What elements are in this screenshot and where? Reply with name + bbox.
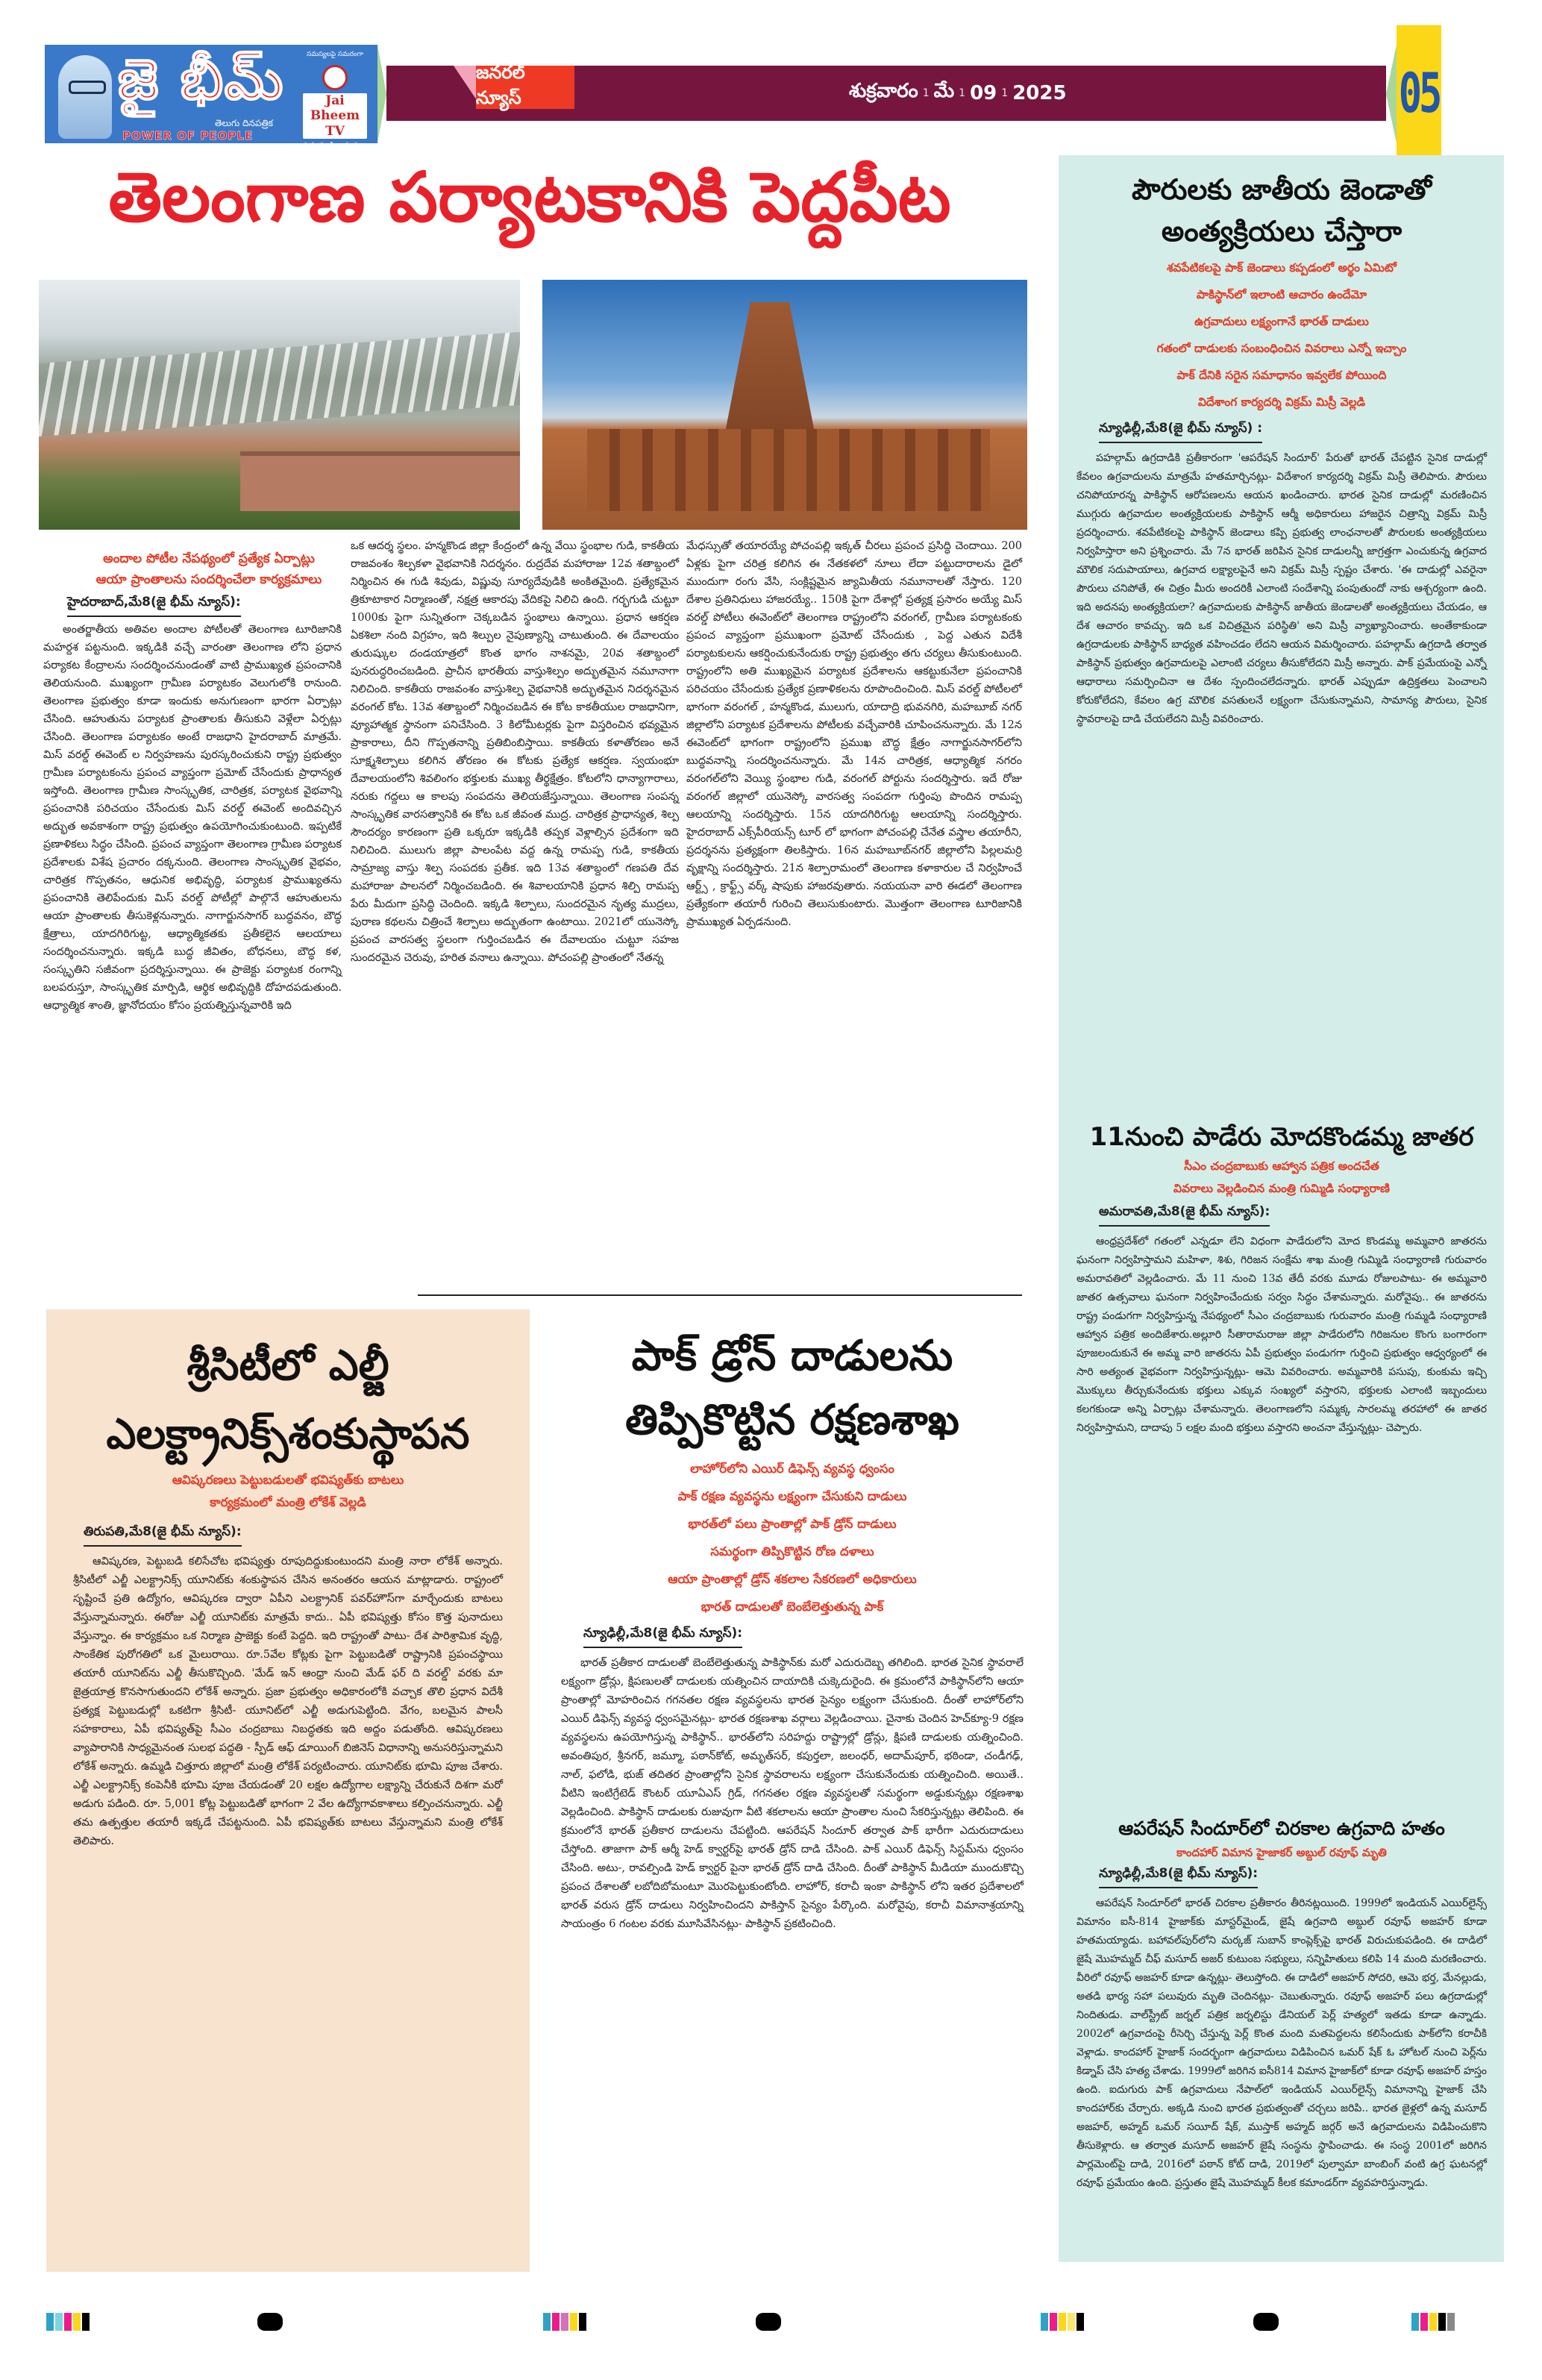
sidebar-dateline: న్యూఢిల్లీ,మే8(జై భీమ్ న్యూస్) :	[1099, 421, 1262, 443]
sidebar-dateline: న్యూఢిల్లీ,మే8(జై భీమ్ న్యూస్):	[1099, 1866, 1258, 1888]
color-bar-group	[543, 2313, 586, 2331]
date-separator: 1	[1001, 87, 1009, 99]
color-swatch	[1411, 2313, 1419, 2331]
color-swatch	[1050, 2313, 1057, 2331]
masthead	[45, 45, 1477, 149]
logo-tagline: POWER OF PEOPLE	[122, 129, 254, 143]
lead-kicker: ఆయా ప్రాంతాలను సందర్శించేలా కార్యక్రమాలు	[95, 572, 322, 587]
lead-headline: తెలంగాణ పర్యాటకానికి పెద్దపీట	[108, 157, 951, 237]
sidebar-body-text: ఆంధ్రప్రదేశ్‌లో గతంలో ఎన్నడూ లేని విధంగా పాడేరులోని మోద కొండమ్మ అమ్మవారి జాతరను ఘనంగా నిర్వహిస్తామని మహిళా, శిశు, గిరిజన సంక్షేమ శాఖ మంత్రి గుమ్మిడి సంధ్యారాణి గురువారం అమరావతిలో వెల్లడించారు. మే 11 నుంచి 13వ తేదీ వరకు మూడు రోజులపాటు- ఈ అమ్మవారి జాతర ఉత్సవాలు ఘనంగా నిర్వహించేందుకు సర్వం సిద్ధం చేశామన్నారు. మరోవైపు.. ఈ జాతరను రాష్ట్ర పండుగగా నిర్వహిస్తున్న నేపథ్యంలో సీఎం చంద్రబాబుకు గురువారం మంత్రి గుమ్మడి సంధ్యారాణి ఆహ్వాన పత్రిక అందిజేశారు.అల్లూరి సీతారామరాజు జిల్లా పాడేరులోని గిరిజనుల కొంగు బంగారంగా పూజలందుకునే ఈ అమ్మ వారి జాతరను ఏపీ ప్రభుత్వం పండుగగా గుర్తించి ప్రభుత్వం ఆధ్వర్యంలో ఈ సారి అత్యంత వైభవంగా నిర్వహిస్తున్నట్లు- ఆమె వివరించారు. అమ్మవారికి పసుపు, కుంకుమ ఇచ్చి మొక్కులు తీర్చుకునేందుకు భక్తులు ఎక్కువ సంఖ్యలో వస్తారని, భక్తులకు ఎలాంటి ఇబ్బందులు కలగకుండా అన్ని ఏర్పాట్లు చేశామన్నారు. తెలంగాణలోని సమ్మక్క సారలమ్మ తరహాలో ఈ జాతర నిర్వహిస్తామని, దాదాపు 5 లక్షల మంది భక్తులు వస్తారని అంచనా వేస్తున్నట్లు- చెప్పారు.	[1076, 1236, 1487, 1434]
color-swatch	[1429, 2313, 1437, 2331]
color-swatch	[1420, 2313, 1428, 2331]
page-number: 05	[1397, 25, 1441, 163]
tv-bottom-text: సామాన్యుడి ఆయుధంగా	[303, 141, 367, 149]
color-swatch	[552, 2313, 560, 2331]
registration-mark-icon	[1253, 2313, 1279, 2331]
sidebar-body-text: పహల్గామ్ ఉగ్రదాడికి ప్రతీకారంగా 'ఆపరేషన్ సిందూర్' పేరుతో భారత్ చేపట్టిన సైనిక దాడుల్లో కేవలం ఉగ్రవాదులను మాత్రమే హతమార్చినట్లు- విదేశాంగ కార్యదర్శి విక్రమ్ మిస్రీ తెలిపారు. పౌరులు చనిపోయారన్న పాకిస్థాన్ ఆరోపణలను ఆయన ఖండించారు. భారత సైనిక దాడుల్లో మరణించిన ముగ్గురు ఉగ్రవాదుల అంత్యక్రియలకు పాకిస్థాన్ ఆర్మీ అధికారులు హాజరైన చిత్రాన్ని విక్రమ్ మిస్రీ ప్రదర్శించారు. శవపేటికలపై పాకిస్థాన్ జెండాలు కప్పి ప్రభుత్వ లాంఛనాలతో పౌరులకు అంత్యక్రియలు నిర్వహిస్తారా అని ప్రశ్నించారు. మే 7న భారత్ జరిపిన సైనిక దాడులన్నీ జాగ్రత్తగా ఎంచుకున్న ఉగ్రవాద మౌలిక సదుపాయాలు, ఉగ్రవాద లక్ష్యాలపైనే అని విక్రమ్ మిస్రీ స్పష్టం చేశారు. 'ఈ దాడుల్లో ఎవరైనా పౌరులు చనిపోతే, ఈ చిత్రం మీరు అందరికీ ఎలాంటి సందేశాన్ని పంపుతుందో నాకు ఆశ్చర్యంగా ఉంది. ఇది అదనపు అంత్యక్రియలా? ఉగ్రవాదులకు పాకిస్థాన్ జాతీయ జెండాలతో అంత్యక్రియలు చేయడం, ఆ దేశ ఆచారం కావచ్చు. ఇది ఒక విచిత్రమైన పరిస్థితి' అని మిస్రీ వ్యాఖ్యానించారు. అంతేకాకుండా ఉగ్రదాడులకు పాకిస్థాన్ బాధ్యత వహించడం లేదని ఆయన విమర్శించారు. పహల్గామ్ ఉగ్రదాడి తర్వాత పాకిస్థాన్ ప్రభుత్వం ఉగ్రవాదులపై ఎలాంటి చర్యలు తీసుకోలేదని మిస్రీ అన్నారు. పాక్ ప్రమేయంపై ఎన్నో ఆధారాలు సమర్పించినా ఆ దేశం స్పందించలేదన్నారు. భారత్ ఎప్పుడూ ఉద్రిక్తతలు పెంచాలని కోరుకోలేదని, కేవలం ఉగ్ర మౌలిక వసతులనే లక్ష్యంగా చేసుకున్నామని, సామాన్య పౌరులు, సైనిక స్థావరాలపై దాడి చేయలేదని మిస్రీ వివరించారు.	[1076, 452, 1487, 725]
logo-title: జై భీమ్	[118, 48, 285, 112]
color-bar-group	[1041, 2313, 1084, 2331]
lead-body-text: అంతర్జాతీయ అతివల అందాల పోటీలతో తెలంగాణ టూరిజానికి మహర్దశ పట్టనుంది. ఇక్కడికి వచ్చే వారంతా తెలంగాణ లోని ప్రధాన పర్యాకట కేంద్రాలను సందర్శించనుండంతో వాటి ప్రాముఖ్యత ప్రపంచానికి తెలియనుంది. ముఖ్యంగా గ్రామీణ పర్యాటకం వెలుగులోకి రానుంది. తెలంగాణ ప్రభుత్వం కూడా ఇందుకు అనుగుణంగా భారగా ఏర్పాట్లు చేసింది. ఆహుతును పర్యాటక ప్రాంతాలకు తీసుకుని వెళ్లేలా ఏర్పట్లు చేసింది. తెలంగాణ పర్యాటకం అంటే రాజధాని హైదరాబాద్ మాత్రమే. మిస్ వరల్డ్ ఈవెంట్ ల నిర్వహణను పురస్కరించుకుని రాష్ట్ర ప్రభుత్వం గ్రామీణ పర్యాటకంను ప్రపంచ వ్యాప్తంగా ప్రమోట్ చేసేందుకు ప్రాధాన్యత ఇస్తోంది. తెలంగాణ గ్రామీణ సాంస్కృతిక, చారిత్రక, పర్యాటక వైభవాన్ని ప్రపంచానికి పరిచయం చేసేందుకు మిస్ వరల్డ్ ఈవెంట్ అందివచ్చిన అద్భుత అవకాశంగా రాష్ట్ర ప్రభుత్వం ఉపయోగించుకుంటుంది. ఇప్పటికే ప్రణాళికలు సిద్ధం చేసింది. ప్రపంచ వ్యాప్తంగా తెలంగాణ గ్రామీణ పర్యాటక ప్రదేశాలకు విశేష ప్రచారం దక్కనుంది. తెలంగాణ సాంస్కృతిక వైభవం, చారిత్రక గొప్పతనం, ఆధునిక అభివృద్ధి, పర్యాటక ప్రాముఖ్యతను ప్రపంచానికి తెలిపేందుకు మిస్ వరల్డ్ పోటీల్లో పాల్గొనే ఆహుతులను ఆయా ప్రాంతాలకు తీసుకెళ్లనున్నారు. నాగార్జునసాగర్ బుద్ధవనం, బౌద్ధ క్షేత్రాలు, యాదగిరిగుట్ట, ఆధ్యాత్మికతకు ప్రతీకలైన ఆలయాలు సందర్శించనున్నారు. ఇక్కడి బుద్ధ జీవితం, బోధనలు, బౌద్ధ కళ, సంస్కృతిని సజీవంగా ప్రదర్శిస్తున్నాయి. ఈ ప్రాజెక్టు పర్యాటక రంగాన్ని బలపరుస్తూ, సాంస్కృతిక మార్పిడి, ఆర్థిక అభివృద్ధికి దోహదపడుతుంది. ఆధ్యాత్మిక శాంతి, జ్ఞానోదయం కోసం ప్రయత్నిస్తున్నవారికి ఇది	[43, 624, 342, 1012]
tv-emblem-icon	[322, 65, 348, 90]
box-story-headline: శ్రీసిటీలో ఎల్జీ ఎలక్ట్రానిక్స్‌శంకుస్థాపన	[106, 1341, 470, 1459]
color-swatch	[82, 2313, 90, 2331]
sidebar-kicker: గతంలో దాడులకు సంబంధించిన వివరాలు ఎన్నో ఇచ్చాం	[1156, 342, 1407, 355]
lead-body-text: మేధస్సుతో తయారయ్యే పోచంపల్లి ఇక్కత్ చీరలు ప్రపంచ ప్రసిద్ధి చెందాయి. 200 ఏళ్లకు పైగా చరిత్ర కలిగిన ఈ నేతకళలో నూలు లేదా పట్టుదారాలను డైలో ముందుగా రంగు వేసి, సంక్లిష్టమైన జ్యామితీయ నమూనాలతో నేస్తారు. 120 దేశాల ప్రతినిధులు హాజరయ్యే.. 150కి పైగా దేశాల్లో ప్రత్యక్ష ప్రసారం అయ్యే మిస్ వరల్డ్ పోటీలు ఈవెంట్‌లో తెలంగాణ రాష్ట్రంలోని వరంగల్, గ్రామీణ పర్యాటకంకు ప్రపంచ వ్యాప్తంగా ప్రముఖంగా ప్రమోట్ చేసేందుకు , పెద్ద ఎతున విదేశీ పర్యాటకులను ఆకర్షించుకునేందుకు రాష్ట్ర ప్రభుత్వం తగు చర్యలు తీసుకుంటుంది. రాష్ట్రంలోని అతి ముఖ్యమైన పర్యాటక ప్రదేశాలను ఆకట్టుకునేలా ప్రపంచానికి పరిచయం చేసేందుకు ప్రత్యేక ప్రణాళికలను రూపొందించింది. మిస్ వరల్డ్ పోటీలలో భాగంగా వరంగల్ , హన్మకొండ, ములుగు, యాదాద్రి భువనగిరి, మహబూబ్ నగర్ జిల్లాలోని పర్యాటక ప్రదేశాలను పోటీలకు వచ్చేవారికి చూపించనున్నారు. మే 12న ఈవెంట్‌లో భాగంగా రాష్ట్రంలోని ప్రముఖ బౌద్ధ క్షేత్రం నాగార్జునసాగర్‌లోని బుద్ధవనాన్ని సందర్శించనున్నారు. మే 14న చారిత్రక, ఆధ్యాత్మిక నగరం వరంగల్‌లోని వెయ్యి స్థంభాల గుడి, వరంగల్ పోర్టును సందర్శిస్తారు. ఇదే రోజు వరంగల్ జిల్లాలో యునెస్కో వారసత్వ సంపదగా గుర్తింపు పొందిన రామప్ప ఆలయాన్ని సందర్శిస్తారు. 15న యాదగిరిగుట్ట ఆలయాన్ని సందర్శిస్తారు. హైదరాబాద్ ఎక్స్‌పీరియన్స్ టూర్ లో భాగంగా పోచంపల్లి చేనేత వస్త్రాల తయారీని, ప్రదర్శనను ప్రత్యక్షంగా తిలకిస్తారు. 16న మహబూబ్‌నగర్ జిల్లాలోని పిల్లలమర్రి వృక్షాన్ని సందర్శిస్తారు. 21న శిల్పారామంలో తెలంగాణ కళాకారుల చే నిర్వహించే ఆర్ట్స్ , క్రాఫ్ట్స్ వర్క్ షాపుకు హాజరవుతారు. నయయనా వారి ఈడలో తెలంగాణ ప్రత్యేకంగా తయారీ గురించి తెలుసుకుంటారు. మొత్తంగా తెలంగాణ టూరిజానికి ప్రాముఖ్యత ఏర్పడనుంది.	[686, 540, 1022, 928]
color-swatch	[579, 2313, 586, 2331]
color-bar-group	[46, 2313, 90, 2331]
registration-mark-icon	[756, 2313, 781, 2331]
sidebar-story-headline: పౌరులకు జాతీయ జెండాతో అంత్యక్రియలు చేస్తారా	[1132, 173, 1432, 248]
mid-story-drone-attacks	[561, 1309, 1024, 1934]
date-separator: 1	[922, 87, 930, 99]
date-year: 2025	[1012, 82, 1067, 104]
newspaper-logo[interactable]	[45, 45, 377, 149]
portrait-image	[58, 55, 112, 139]
color-bar-group	[1411, 2313, 1455, 2331]
mid-story-kicker: పాక్ రక్షణ వ్యవస్థను లక్ష్యంగా చేసుకుని దాడులు	[677, 1489, 907, 1503]
mid-story-kicker: భారత్‌లో పలు ప్రాంతాల్లో పాక్ డ్రోన్ దాడులు	[688, 1517, 897, 1531]
lead-column-2	[351, 537, 679, 967]
mid-story-dateline: న్యూఢిల్లీ,మే8(జై భీమ్ న్యూస్):	[583, 1626, 742, 1648]
mid-story-kicker: భారత్ దాడులతో బెంబేలెత్తుతున్న పాక్	[701, 1600, 884, 1614]
logo-subtitle: తెలుగు దినపత్రిక	[215, 118, 274, 128]
sidebar-kicker: పాకిస్థాన్‌లో ఇలాంటి ఆచారం ఉందేమో	[1196, 288, 1367, 301]
sidebar	[1059, 155, 1504, 2262]
color-swatch	[1076, 2313, 1084, 2331]
sidebar-story-headline: ఆపరేషన్ సిందూర్‌లో చిరకాల ఉగ్రవాది హతం	[1118, 1817, 1445, 1839]
section-label: జనరల్ న్యూస్	[476, 66, 574, 109]
tv-badge	[298, 51, 372, 150]
box-story-kicker: కార్యక్రమంలో మంత్రి లోకేశ్ వెల్లడి	[210, 1495, 366, 1509]
lead-column-1	[43, 621, 342, 1015]
tv-brand: Jai Bheem TV	[303, 93, 367, 139]
section-divider	[418, 1294, 1022, 1296]
registration-mark-icon	[257, 2313, 283, 2331]
sidebar-kicker: పాక్ దేనికి సరైన సమాధానం ఇవ్వలేక పోయింది	[1176, 369, 1387, 382]
sidebar-kicker: సీఎం చంద్రబాబుకు ఆహ్వాన పత్రిక అందచేత	[1184, 1159, 1379, 1173]
issue-date	[849, 66, 1067, 121]
sidebar-kicker: ఉగ్రవాదులు లక్ష్యంగానే భారత్ దాడులు	[1194, 315, 1369, 328]
color-swatch	[55, 2313, 63, 2331]
logo-tail-decoration	[377, 45, 386, 143]
date-separator: 1	[959, 87, 966, 99]
lead-column-3	[686, 537, 1022, 931]
color-swatch	[73, 2313, 81, 2331]
page-number-tail-decoration	[1386, 45, 1397, 143]
color-swatch	[570, 2313, 577, 2331]
sidebar-kicker: విదేశాంగ కార్యదర్శి విక్రమ్ మిస్రీ వెల్లడి	[1197, 395, 1366, 409]
color-swatch	[561, 2313, 568, 2331]
lead-body-text: ఒక ఆదర్శ స్థలం. హన్మకొండ జిల్లా కేంద్రంలో ఉన్న వేయి స్థంభాల గుడి, కాకతీయ రాజవంశం శిల్పకళా వైభవానికి నిదర్శనం. రుద్రదేవ మహారాజు 12వ శతాబ్దంలో నిర్మించిన ఈ గుడి శివుడు, విష్ణువు సూర్యదేవుడికి అంకితమైంది. ప్రత్యేకమైన త్రికూటాకార నిర్మాణంతో, నక్షత్ర ఆకారపు వేదికపై నిలిచి ఉంది. గర్భగుడి చుట్టూ 1000కు పైగా సున్నితంగా చెక్కబడిన స్థంభాలు ఉన్నాయి. ప్రధాన ఆకర్షణ ఏకశిలా నంది విగ్రహం, ఇది శిల్పుల నైపుణ్యాన్ని చాటుతుంది. ఈ దేవాలయం తురుష్కుల దండయాత్రలో కొంత భాగం నాశనమై, 20వ శతాబ్దంలో పునరుద్ధరించబడింది. ప్రాచీన భారతీయ వాస్తుశిల్పం అద్భుతమైన నమూనాగా నిలిచింది. కాకతీయ రాజవంశం వాస్తుశిల్ప వైభవానికి అద్భుతమైన నిదర్శనమైన వరంగల్ కోట. 13వ శతాబ్దంలో నిర్మించబడిన ఈ కోట కాకతీయుల రాజధానిగా, వ్యూహాత్మక స్థానంగా పనిచేసింది. 3 కిలోమీటర్లకు పైగా విస్తరించిన భవ్యమైన ప్రాకారాలు, దీని గొప్పతనాన్ని ప్రతిబింబిస్తాయి. కాకతీయ కళాతోరణం అనే సూక్ష్మశిల్పాలు కలిగిన తోరణం ఈ కోటకు ప్రత్యేక ఆకర్షణ. స్వయంభూ దేవాలయంలోని శివలింగం భక్తులకు ముఖ్య తీర్థక్షేత్రం. కోటలోని ధాన్యాగారాలు, నరుకు గద్దలు ఆ కాలపు సంపదను తెలియజేస్తున్నాయి. తెలంగాణ సంపన్న సాంస్కృతిక వారసత్వానికి ఈ కోట ఒక జీవంత ముద్ర. చారిత్రక ప్రాధాన్యత, శిల్ప సౌందర్యం కారణంగా ప్రతి ఒక్కరూ ఇక్కడికి తప్పక వెళ్లాల్సిన ప్రదేశంగా ఇది నిలిచింది. ములుగు జిల్లా పాలంపేట వద్ద ఉన్న రామప్ప గుడి, కాకతీయ సామ్రాజ్య వాస్తు శిల్ప సంపదకు ప్రతీక. ఇది 13వ శతాబ్దంలో గణపతి దేవ మహారాజు పాలనలో నిర్మించబడింది. ఈ శివాలయానికి ప్రధాన శిల్పి రామప్ప పేరు మీదుగా ప్రసిద్ధి చెందింది. ఇక్కడి శిల్పాలు, సుందరమైన నృత్య ముద్రలు, పురాణ కథలను చిత్రించే శిల్పాలు అద్భుతంగా ఉంటాయి. 2021లో యునెస్కో ప్రపంచ వారసత్వ స్థలంగా గుర్తించబడిన ఈ దేవాలయం చుట్టూ సహజ సుందరమైన చెరువు, హరిత వనాలు ఉన్నాయి. పోచంపల్లి ప్రాంతంలో నేతన్న	[351, 540, 679, 964]
box-story-body-text: ఆవిష్కరణ, పెట్టుబడి కలిసేచోట భవిష్యత్తు రూపుదిద్దుకుంటుందని మంత్రి నారా లోకేశ్ అన్నారు. శ్రీసిటీలో ఎల్జీ ఎలక్ట్రానిక్స్ యూనిట్‌కు శంకుస్థాపన చేసిన అనంతరం ఆయన మాట్లాడారు. రాష్ట్రంలో సృష్టించే ప్రతి ఉద్యోగం, ఆవిష్కరణ ద్వారా ఏపీని ఎలక్ట్రానిక్ పవర్‌హౌస్‌గా మార్చేందుకు బాటలు వేస్తున్నామన్నారు. ఈరోజు ఎల్జీ యూనిట్‌కు మాత్రమే కాదు.. ఏపీ భవిష్యత్తు కోసం కొత్త పునాదులు వేస్తున్నాం. ఈ కార్యక్రమం ఒక నిర్మాణ ప్రాజెక్టు కంటే పెద్దది. ఇది రాష్ట్రంతో పాటు- దేశ పారిశ్రామిక వృద్ధి, సాంకేతిక పురోగతిలో ఒక మైలురాయి. రూ.5వేల కోట్లకు పైగా పెట్టుబడితో రాష్ట్రానికి ప్రపంచస్థాయి తయారీ యూనిట్‌ను ఎల్జీ తీసుకొచ్చింది. 'మేడ్ ఇన్ ఆంధ్రా నుంచి మేడ్ ఫర్ ది వరల్డ్' వరకు మా జైత్రయాత్ర కొనసాగుతుందని లోకేశ్ అన్నారు. ప్రజా ప్రభుత్వం అధికారంలోకి వచ్చాక తొలి ప్రధాన విదేశీ ప్రత్యక్ష పెట్టుబడుల్లో ఒకటిగా శ్రీసిటీ- యూనిట్‌లో ఎల్జీ అడుగుపెట్టింది. వేగం, బలమైన పాలసీ సహకారాలు, ఏపీ భవిష్యత్‌పై సీఎం చంద్రబాబు నిబద్ధతకు ఇది అద్దం పడుతోంది. ఆవిష్కరణలు వ్యాపారానికి సాధ్యమైనంత సులభ పద్ధతి - స్పీడ్ ఆఫ్ డూయింగ్ బిజినెస్ విధానాన్ని అనుసరిస్తున్నామని లోకేశ్ అన్నారు. ఉమ్మడి చిత్తూరు జిల్లాలో మంత్రి లోకేశ్ పర్యటించారు. యూనిట్‌కు భూమి పూజ చేశారు. ఎల్జీ ఎలక్ట్రానిక్స్ కంపెనీకి భూమి పూజ చేయడంతో 20 లక్షల ఉద్యోగాల లక్ష్యాన్ని చేరుకునే దిశగా మరో అడుగు పడింది. రూ. 5,001 కోట్ల పెట్టుబడితో భాగంగా 2 వేల ఉద్యోగావకాశాలు కల్పించనున్నారు. ఎల్జీ తమ ఉత్పత్తుల తయారీ ఇక్కడే చేపట్టనుంది. ఏపీ భవిష్యత్‌కు బాటలు వేస్తున్నామని మంత్రి లోకేశ్ తెలిపారు.	[73, 1556, 503, 1847]
mid-story-headline: పాక్ డ్రోన్ దాడులను తిప్పికొట్టిన రక్షణశాఖ	[625, 1332, 959, 1444]
mid-story-body-text: భారత్ ప్రతీకార దాడులతో బెంబేలెత్తుతున్న పాకిస్థాన్‌కు మరో ఎదురుదెబ్బ తగిలింది. భారత సైనిక స్థావరాలే లక్ష్యంగా డ్రోన్లు, క్షిపణులతో దాడులకు యత్నించిన దాయాదికి చుక్కెదురైంది. ఈ క్రమంలోనే పాకిస్థాన్‌లోని ఆయా ప్రాంతాల్లో మోహరించిన గగనతల రక్షణ వ్యవస్థలను భారత సైన్యం లక్ష్యంగా చేసుకుంది. దీంతో లాహోర్‌లోని ఎయిర్ డిఫెన్స్ వ్యవస్థ ధ్వంసమైనట్లు- భారత రక్షణశాఖ వర్గాలు వెల్లడించాయి. చైనాకు చెందిన హెచ్‌క్యూ-9 రక్షణ వ్యవస్థలను ఉపయోగిస్తున్న పాకిస్థాన్.. భారత్‌లోని సరిహద్దు రాష్ట్రాల్లో డ్రోన్లు, క్షిపణి దాడులకు యత్నించింది. అవంతిపుర, శ్రీనగర్, జమ్మూ, పఠాన్‌కోట్, అమృత్‌సర్, కపుర్తలా, జలంధర్, అదామ్‌పూర్, భఠిండా, చండీగఢ్, నాల్, ఫలోడి, భుజ్ తదితర ప్రాంతాల్లోని సైనిక స్థావరాలను లక్ష్యంగా చేసుకునేందుకు యత్నించింది. అయితే.. వీటిని ఇంటిగ్రేటెడ్ కౌంటర్ యూఏఎస్ గ్రిడ్, గగనతల రక్షణ వ్యవస్థలతో సమర్థంగా అడ్డుకున్నట్లు రక్షణశాఖ వెల్లడించింది. పాకిస్థాన్ దాడులకు రుజువుగా వీటి శకలాలను ఆయా ప్రాంతాల నుంచి సేకరిస్తున్నట్లు తెలిపింది. ఈ క్రమంలోనే భారత్ ప్రతీకార దాడులను చేపట్టింది. ఆపరేషన్ సిందూర్ తర్వాత పాక్ భారీగా ఎదురుదాడులు చేస్తోంది. తాజాగా పాక్ ఆర్మీ హెడ్ క్వార్టర్‌పై భారత్ డ్రోన్ దాడి చేసింది. పాక్ ఎయిర్ డిఫెన్స్ సిస్టమ్‌ను ధ్వంసం చేసింది. అటు-, రావల్పిండి హెడ్ క్వార్టర్ పైనా భారత్ డ్రోన్ దాడి చేసింది. దీంతో పాకిస్థాన్ మీడియా ముందుకొచ్చి ప్రపంచ దేశాలతో లబోదిబోమంటూ మొరపెట్టుకుంటోంది. లాహోర్, కరాచీ ఇంకా పాకిస్థాన్ లోని ఇతర ప్రదేశాలలో భారత్ వరుస డ్రోన్ దాడులు నిర్వహించిందని పాకిస్తాన్ సైన్యం పేర్కొంది. మరోవైపు, కరాచీ విమానాశ్రయాన్ని సాయంత్రం 6 గంటల వరకు మూసివేసినట్లు- పాకిస్థాన్ ప్రకటించింది.	[561, 1657, 1024, 1930]
mid-story-kicker: లాహోర్‌లోని ఎయిర్ డిఫెన్స్ వ్యవస్థ ధ్వంసం	[690, 1462, 894, 1476]
box-story-dateline: తిరుపతి,మే8(జై భీమ్ న్యూస్):	[84, 1524, 242, 1547]
sidebar-kicker: కాందహార్ విమాన హైజాకర్ అబ్దుల్ రవూఫ్ మృతి	[1176, 1846, 1387, 1859]
sidebar-story-flag-funeral	[1076, 169, 1487, 729]
temple-photo[interactable]	[542, 280, 1027, 530]
dam-photo[interactable]	[39, 280, 520, 530]
print-registration-marks	[0, 2313, 1542, 2335]
tv-top-text: సమస్యలపై సమరంగా	[307, 51, 363, 58]
sidebar-kicker: శవపేటికలపై పాక్ జెండాలు కప్పడంలో అర్థం ఏమిటో	[1167, 261, 1397, 275]
sidebar-story-operation-sindoor	[1076, 1815, 1487, 2193]
color-swatch	[64, 2313, 72, 2331]
sidebar-story-jatara	[1076, 1119, 1487, 1438]
color-swatch	[1438, 2313, 1446, 2331]
sidebar-dateline: అమరావతి,మే8(జై భీమ్ న్యూస్):	[1099, 1204, 1270, 1227]
sidebar-kicker: వివరాలు వెల్లడించిన మంత్రి గుమ్మిడి సంధ్యారాణి	[1173, 1182, 1390, 1195]
header-band	[386, 62, 1386, 121]
sidebar-body-text: ఆపరేషన్ సిందూర్‌లో భారత్ చిరకాల ప్రతీకారం తీరినట్లయింది. 1999లో ఇండియన్ ఎయిర్‌లైన్స్ విమానం ఐసీ-814 హైజాక్‌కు మాస్టర్‌మైండ్, జైషే ఉగ్రవాది అబ్దుల్ రవూఫ్ అజహర్ కూడా హతమయ్యాడు. బహావల్‌పుర్‌లోని మర్కజ్ సుబాన్ కాంప్లెక్స్‌పై భారత్ విరుచుకుపడింది. ఈ దాడిలో జైషే మొహమ్మద్ చీఫ్ మసూద్ అజర్ కుటుంబ సభ్యులు, సన్నిహితులు కలిపి 14 మంది మరణించారు. వీరిలో రవూఫ్ అజహర్ కూడా ఉన్నట్లు- తెలుస్తోంది. ఈ దాడిలో అజహర్ సోదరి, ఆమె భర్త, మేనల్లుడు, అతడి భార్య సహా పలువురు మృతి చెందినట్లు- చెబుతున్నారు. రవూఫ్ అజహర్ పలు ఉగ్రదాడుల్లో నిందితుడు. వాల్‌స్ట్రీట్ జర్నల్ పత్రిక జర్నలిస్టు డేనియల్ పెర్ల్ హత్యలో ఇతడు కూడా ఉన్నాడు. 2002లో ఉగ్రవాదంపై రీసెర్చి చేస్తున్న పెర్ల్ కొంత మంది మతపెద్దలను కలిసేందుకు పాక్‌లోని కరాచీకి వెళ్లాడు. కాందహార్ హైజాక్ సందర్భంగా ఉగ్రవాదులు విడిపించిన ఒమర్ షేక్ ఓ హోటల్ నుంచి పెర్ల్‌ను కిడ్నాప్ చేసి హత్య చేశాడు. 1999లో జరిగిన ఐసీ814 విమాన హైజాక్‌లో కూడా రవూఫ్ అజహర్ హస్తం ఉంది. ఐదుగురు పాక్ ఉగ్రవాదులు నేపాల్‌లో ఇండియన్ ఎయిర్‌లైన్స్ విమానాన్ని హైజాక్ చేసి కాందహార్‌కు చేర్చారు. అక్కడి నుంచి భారత ప్రభుత్వంతో చర్చలు జరిపి.. భారత జైళ్లలో ఉన్న మసూద్ అజహర్, అహ్మద్ ఒమర్ సయీద్ షేక్, ముస్తాక్ అహ్మద్ జర్గర్ అనే ఉగ్రవాదులను విడిపించుకొని తీసుకెళ్లారు. ఆ తర్వాత మసూద్ అజహర్ జైషే సంస్థను స్థాపించాడు. ఈ సంస్థ 2001లో జరిగిన పార్లమెంట్‌పై దాడి, 2016లో పఠాన్ కోట్ దాడి, 2019లో పుల్వామా బాంబింగ్ వంటి ఉగ్ర ఘటనల్లో రవూఫ్ ప్రమేయం ఉంది. ప్రస్తుతం జైషే మొహమ్మద్ కీలక కమాండర్‌గా వ్యవహరిస్తున్నాడు.	[1076, 1897, 1487, 2189]
mid-story-kicker: సమర్థంగా తిప్పికొట్టిన రోణ దళాలు	[710, 1544, 874, 1559]
color-swatch	[1068, 2313, 1075, 2331]
mid-story-kicker: ఆయా ప్రాంతాల్లో డ్రోన్ శకలాల సేకరణలో అధికారులు	[668, 1572, 917, 1586]
date-weekday: శుక్రవారం	[849, 80, 918, 102]
sidebar-story-headline: 11నుంచి పాడేరు మోదకొండమ్మ జాతర	[1089, 1122, 1474, 1152]
powerhouse-building	[240, 451, 520, 511]
dam-spillway	[39, 332, 520, 436]
temple-base	[587, 429, 990, 511]
color-swatch	[46, 2313, 54, 2331]
color-swatch	[1059, 2313, 1066, 2331]
box-story-kicker: ఆవిష్కరణలు పెట్టుబడులతో భవిష్యత్‌కు బాటలు	[172, 1473, 404, 1487]
color-swatch	[1447, 2313, 1455, 2331]
lead-kicker: అందాల పోటీల నేపథ్యంలో ప్రత్యేక ఏర్పాట్లు	[103, 551, 315, 566]
color-swatch	[1041, 2313, 1048, 2331]
box-story-lg-electronics	[46, 1309, 530, 2272]
color-swatch	[543, 2313, 551, 2331]
lead-kickers	[67, 548, 351, 623]
date-day: 09	[970, 82, 997, 104]
lead-dateline: హైదరాబాద్,మే8(జై భీమ్ న్యూస్):	[67, 595, 241, 617]
date-month: మే	[933, 80, 955, 102]
